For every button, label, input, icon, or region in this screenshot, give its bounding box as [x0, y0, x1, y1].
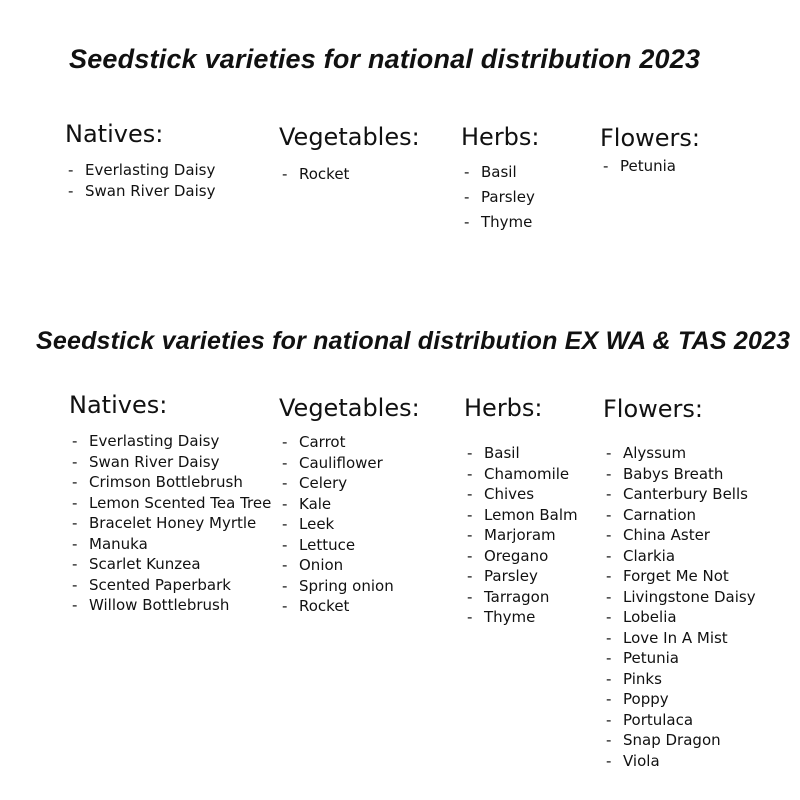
list-item	[464, 587, 578, 608]
list-item-label: Thyme	[484, 608, 536, 626]
list-item-label: Parsley	[481, 188, 535, 206]
list-item-label: Onion	[299, 556, 344, 574]
list-item	[65, 160, 216, 181]
flowers-heading: Flowers:	[600, 124, 701, 152]
list-item	[603, 566, 756, 587]
section-1-flowers-column	[600, 124, 700, 177]
list-item	[603, 730, 756, 751]
list-dash-marker: -	[464, 163, 470, 181]
list-dash-marker: -	[606, 710, 612, 729]
list-dash-marker: -	[282, 494, 288, 513]
list-item-label: Canterbury Bells	[623, 485, 748, 503]
herbs-list	[464, 443, 578, 628]
list-dash-marker: -	[603, 157, 609, 175]
list-item-label: Carnation	[623, 505, 697, 524]
list-item	[464, 464, 578, 485]
list-item-label: Rocket	[299, 165, 350, 183]
vegetables-heading: Vegetables:	[279, 394, 420, 422]
list-item	[69, 575, 271, 596]
list-item	[279, 164, 420, 185]
list-item	[603, 505, 756, 526]
list-dash-marker: -	[464, 213, 470, 231]
list-dash-marker: -	[606, 649, 612, 667]
list-dash-marker: -	[467, 464, 473, 483]
list-item-label: Manuka	[89, 534, 148, 553]
list-item-label: Lettuce	[299, 535, 356, 554]
list-dash-marker: -	[72, 514, 78, 532]
list-dash-marker: -	[467, 567, 473, 585]
list-item-label: Oregano	[484, 546, 549, 565]
list-dash-marker: -	[72, 473, 78, 491]
natives-heading: Natives:	[65, 120, 164, 148]
list-item	[461, 210, 540, 235]
list-item	[603, 751, 756, 772]
list-item	[603, 484, 756, 505]
list-item-label: Basil	[484, 444, 520, 462]
list-item-label: Everlasting Daisy	[85, 161, 216, 179]
list-item-label: Swan River Daisy	[85, 181, 216, 200]
list-dash-marker: -	[72, 452, 78, 471]
list-item-label: Thyme	[481, 213, 533, 231]
list-item-label: Babys Breath	[623, 464, 724, 483]
section-2-herbs-column	[464, 394, 578, 628]
list-item	[69, 595, 271, 616]
list-item-label: Livingstone Daisy	[623, 587, 756, 606]
list-item-label: Basil	[481, 163, 517, 181]
list-dash-marker: -	[467, 587, 473, 606]
list-item	[279, 432, 420, 453]
list-dash-marker: -	[72, 432, 78, 450]
list-item-label: Everlasting Daisy	[89, 432, 220, 450]
section-2-title: Seedstick varieties for national distribution EX WA & TAS 2023	[36, 327, 791, 355]
herbs-list	[461, 160, 540, 235]
list-dash-marker: -	[464, 188, 470, 206]
list-item	[279, 576, 420, 597]
list-item	[603, 710, 756, 731]
section-2-natives-column	[69, 391, 271, 616]
list-dash-marker: -	[282, 165, 288, 183]
list-dash-marker: -	[606, 731, 612, 749]
list-item	[279, 473, 420, 494]
section-1-vegetables-column	[279, 123, 420, 185]
list-dash-marker: -	[72, 596, 78, 614]
list-item	[464, 525, 578, 546]
list-item	[603, 628, 756, 649]
list-dash-marker: -	[606, 587, 612, 606]
list-dash-marker: -	[282, 556, 288, 574]
section-1-title: Seedstick varieties for national distribution 2023	[69, 44, 701, 74]
list-item-label: Swan River Daisy	[89, 452, 220, 471]
list-item	[603, 525, 756, 546]
list-item-label: Crimson Bottlebrush	[89, 473, 243, 491]
list-item-label: Carrot	[299, 433, 346, 451]
natives-list	[65, 160, 216, 201]
list-dash-marker: -	[467, 546, 473, 565]
list-dash-marker: -	[282, 597, 288, 615]
list-item	[464, 484, 578, 505]
section-1-natives-column	[65, 120, 216, 201]
vegetables-list	[279, 164, 420, 185]
list-item-label: Forget Me Not	[623, 567, 729, 585]
vegetables-heading: Vegetables:	[279, 123, 420, 151]
list-item	[69, 431, 271, 452]
list-item	[461, 185, 540, 210]
list-item	[603, 464, 756, 485]
list-dash-marker: -	[606, 464, 612, 483]
list-item	[69, 452, 271, 473]
list-dash-marker: -	[606, 485, 612, 503]
section-2-vegetables-column	[279, 394, 420, 617]
list-item-label: Petunia	[620, 157, 676, 175]
list-dash-marker: -	[72, 555, 78, 573]
list-item	[279, 514, 420, 535]
list-dash-marker: -	[72, 534, 78, 553]
list-item-label: Lobelia	[623, 608, 677, 626]
list-item-label: Love In A Mist	[623, 628, 728, 647]
list-dash-marker: -	[606, 628, 612, 647]
list-item	[603, 607, 756, 628]
list-item	[603, 689, 756, 710]
list-item	[69, 554, 271, 575]
list-item-label: Lemon Scented Tea Tree	[89, 493, 272, 512]
list-item-label: Bracelet Honey Myrtle	[89, 514, 257, 532]
list-item	[279, 555, 420, 576]
natives-heading: Natives:	[69, 391, 168, 419]
list-dash-marker: -	[606, 751, 612, 770]
herbs-heading: Herbs:	[461, 123, 540, 151]
section-2-flowers-column	[603, 395, 756, 771]
list-item-label: Pinks	[623, 669, 662, 688]
list-item-label: Petunia	[623, 649, 679, 667]
list-item-label: Rocket	[299, 597, 350, 615]
vegetables-list	[279, 432, 420, 617]
list-item	[279, 596, 420, 617]
list-dash-marker: -	[606, 669, 612, 688]
list-item-label: Scented Paperbark	[89, 575, 231, 594]
list-dash-marker: -	[72, 575, 78, 594]
list-item	[464, 566, 578, 587]
list-item	[461, 160, 540, 185]
herbs-heading: Herbs:	[464, 394, 543, 422]
flowers-list	[600, 156, 700, 177]
list-dash-marker: -	[467, 485, 473, 503]
list-item-label: Poppy	[623, 690, 669, 708]
list-item-label: Alyssum	[623, 444, 687, 462]
list-dash-marker: -	[467, 608, 473, 626]
list-dash-marker: -	[282, 433, 288, 451]
list-dash-marker: -	[282, 453, 288, 472]
list-item-label: Celery	[299, 474, 348, 492]
flowers-heading: Flowers:	[603, 395, 704, 423]
list-item-label: Leek	[299, 515, 335, 533]
list-dash-marker: -	[72, 493, 78, 512]
list-item-label: Chives	[484, 485, 535, 503]
list-item	[69, 472, 271, 493]
list-dash-marker: -	[606, 526, 612, 544]
list-item	[603, 587, 756, 608]
list-item	[464, 443, 578, 464]
list-item	[603, 443, 756, 464]
list-item	[603, 546, 756, 567]
list-item-label: Lemon Balm	[484, 505, 578, 524]
list-dash-marker: -	[282, 515, 288, 533]
list-item	[464, 607, 578, 628]
list-dash-marker: -	[467, 505, 473, 524]
list-item-label: Kale	[299, 494, 332, 513]
list-item-label: Portulaca	[623, 710, 694, 729]
list-item	[279, 535, 420, 556]
list-item	[279, 453, 420, 474]
list-dash-marker: -	[282, 576, 288, 595]
list-item-label: China Aster	[623, 526, 710, 544]
list-dash-marker: -	[467, 526, 473, 544]
list-item-label: Cauliflower	[299, 453, 383, 472]
list-dash-marker: -	[282, 474, 288, 492]
list-item	[69, 493, 271, 514]
list-dash-marker: -	[606, 546, 612, 565]
list-item	[603, 648, 756, 669]
list-dash-marker: -	[606, 444, 612, 462]
list-item-label: Parsley	[484, 567, 538, 585]
list-item	[464, 546, 578, 567]
list-item-label: Scarlet Kunzea	[89, 555, 201, 573]
list-dash-marker: -	[606, 690, 612, 708]
natives-list	[69, 431, 271, 616]
list-item-label: Clarkia	[623, 546, 676, 565]
list-item-label: Viola	[623, 751, 660, 770]
list-dash-marker: -	[606, 608, 612, 626]
list-item-label: Chamomile	[484, 464, 570, 483]
section-1-herbs-column	[461, 123, 540, 235]
list-item	[600, 156, 700, 177]
list-item-label: Spring onion	[299, 576, 394, 595]
list-item-label: Marjoram	[484, 526, 556, 544]
list-item	[603, 669, 756, 690]
flowers-list	[603, 443, 756, 771]
list-item	[279, 494, 420, 515]
list-dash-marker: -	[606, 505, 612, 524]
list-dash-marker: -	[282, 535, 288, 554]
list-item	[69, 513, 271, 534]
list-item-label: Tarragon	[484, 587, 550, 606]
list-item	[69, 534, 271, 555]
list-item	[464, 505, 578, 526]
list-item-label: Willow Bottlebrush	[89, 596, 230, 614]
list-dash-marker: -	[606, 567, 612, 585]
list-dash-marker: -	[68, 161, 74, 179]
list-dash-marker: -	[467, 444, 473, 462]
list-dash-marker: -	[68, 181, 74, 200]
list-item-label: Snap Dragon	[623, 731, 721, 749]
list-item	[65, 181, 216, 202]
